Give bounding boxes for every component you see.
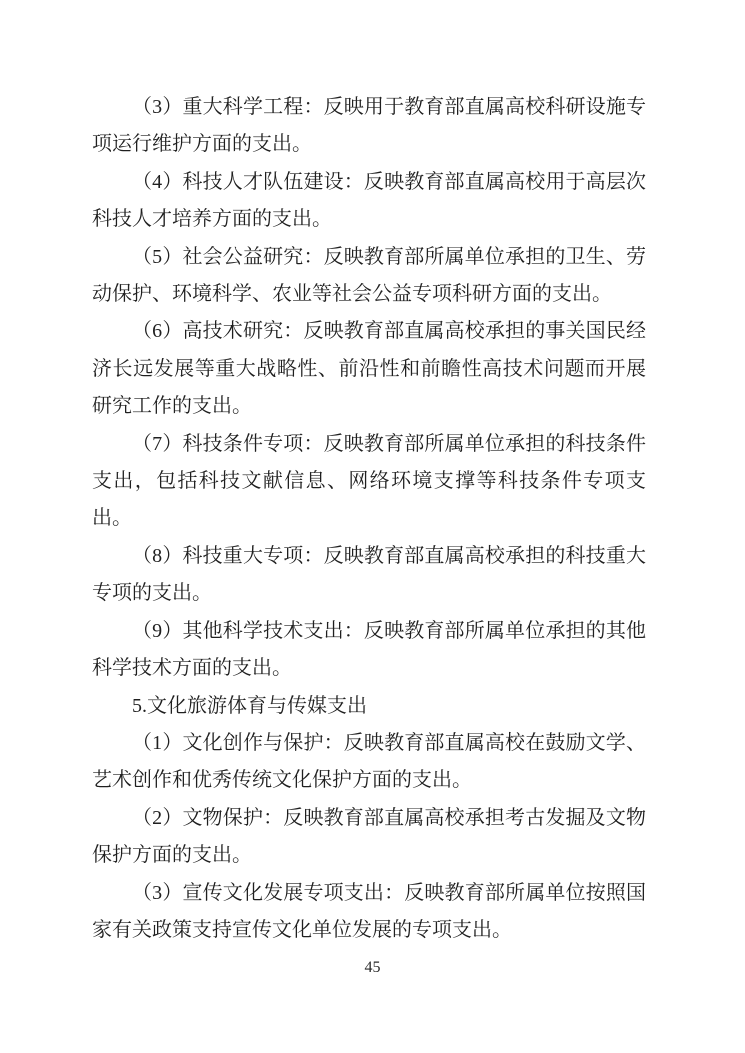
section-heading: 5.文化旅游体育与传媒支出 (132, 694, 367, 717)
paragraph: （9）其他科学技术支出：反映教育部所属单位承担的其他科学技术方面的支出。 (92, 619, 646, 680)
page-number: 45 (364, 959, 381, 976)
paragraph: （6）高技术研究：反映教育部直属高校承担的事关国民经济长远发展等重大战略性、前沿性和前瞻性高技术问题而开展研究工作的支出。 (92, 320, 646, 418)
paragraph: （3）重大科学工程：反映用于教育部直属高校科研设施专项运行维护方面的支出。 (92, 96, 646, 156)
paragraph: （8）科技重大专项：反映教育部直属高校承担的科技重大专项的支出。 (92, 544, 646, 605)
text-block (92, 89, 646, 949)
paragraph: （3）宣传文化发展专项支出：反映教育部所属单位按照国家有关政策支持宣传文化单位发展的专项支出。 (92, 881, 646, 941)
paragraph: （4）科技人才队伍建设：反映教育部直属高校用于高层次科技人才培养方面的支出。 (92, 170, 646, 231)
paragraph: （1）文化创作与保护：反映教育部直属高校在鼓励文学、艺术创作和优秀传统文化保护方面的支出。 (92, 731, 646, 792)
paragraph: （5）社会公益研究：反映教育部所属单位承担的卫生、劳动保护、环境科学、农业等社会公益专项科研方面的支出。 (92, 245, 646, 306)
paragraph: （7）科技条件专项：反映教育部所属单位承担的科技条件支出，包括科技文献信息、网络环境支撑等科技条件专项支出。 (92, 432, 646, 530)
paragraph: （2）文物保护：反映教育部直属高校承担考古发掘及文物保护方面的支出。 (92, 806, 646, 867)
